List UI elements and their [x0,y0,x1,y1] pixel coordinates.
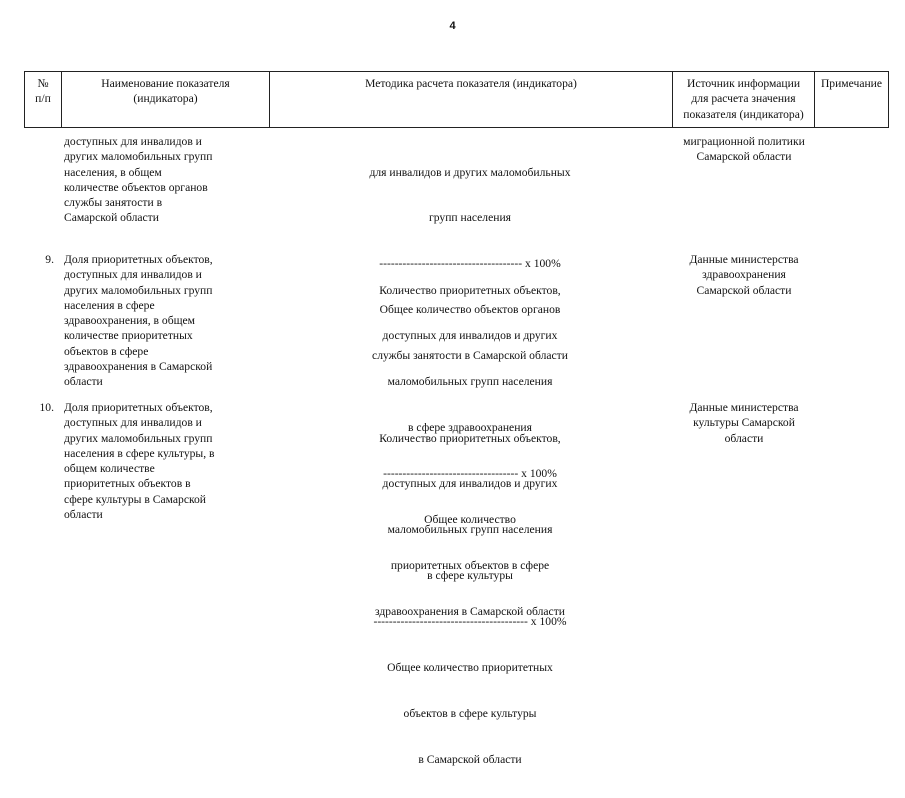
method-line: групп населения [429,211,511,225]
information-source [649,400,839,446]
indicator-name [64,252,264,390]
name-line: доступных для инвалидов и [64,135,202,148]
method-line: ---------------------------------------- х 100% [373,615,567,629]
method-line: Количество приоритетных объектов, [379,283,561,297]
source-line: здравоохранения [702,268,786,282]
header-name [61,72,269,127]
name-line: Доля приоритетных объектов, [64,253,213,266]
source-line: Данные министерства [689,253,799,266]
row-number: 9. [45,253,54,266]
method-line: в Самарской области [418,752,522,766]
name-line: здравоохранения, в общем [64,314,196,328]
header-name-line: (индикатора) [133,92,198,106]
method-line: Общее количество [424,513,516,527]
method-line: Общее количество объектов органов [379,303,561,317]
row-number: 10. [39,401,54,414]
method-line: объектов в сфере культуры [403,706,537,720]
method-line: ----------------------------------- х 100% [383,467,557,481]
method-line: для инвалидов и других маломобильных [369,165,571,179]
header-source-line: показателя (индикатора) [683,107,804,121]
name-line: Доля приоритетных объектов, [64,401,213,414]
source-line: миграционной политики [683,135,805,148]
method-line: в сфере здравоохранения [408,421,532,435]
name-line: сфере культуры в Самарской [64,492,207,506]
method-line: в сфере культуры [427,569,513,583]
name-line: доступных для инвалидов и [64,416,202,430]
header-source-line: для расчета значения [691,92,796,106]
source-line: Данные министерства [689,401,799,414]
information-source [649,134,839,165]
header-num [25,72,61,127]
name-line: населения в сфере [64,298,155,312]
calculation-method [314,400,626,798]
name-line: службы занятости в [64,196,163,210]
source-line: Самарской области [696,283,792,297]
name-line: других маломобильных групп [64,431,213,445]
method-line: Общее количество приоритетных [387,661,553,675]
source-line: культуры Самарской [693,416,795,430]
name-line: объектов в сфере [64,344,149,358]
method-line: службы занятости в Самарской области [372,349,568,363]
name-line: других маломобильных групп [64,283,213,297]
header-note [814,72,888,127]
table-header [24,71,889,128]
header-source [672,72,814,127]
method-line: ------------------------------------- х 100% [379,257,561,271]
name-line: населения, в общем [64,165,162,179]
header-source-line: Источник информации [686,77,801,90]
method-line: доступных для инвалидов и других [382,329,558,343]
method-line: здравоохранения в Самарской области [375,604,565,618]
indicator-name [64,134,264,226]
source-line: Самарской области [696,150,792,164]
name-line: количестве приоритетных [64,329,193,343]
method-line: приоритетных объектов в сфере [390,558,550,572]
method-line: маломобильных групп населения [387,523,553,537]
name-line: области [64,508,103,522]
name-line: населения в сфере культуры, в [64,446,215,460]
name-line: Самарской области [64,211,159,225]
information-source [649,252,839,298]
header-num-line: п/п [35,92,51,106]
name-line: количестве объектов органов [64,180,208,194]
name-line: области [64,375,103,389]
name-line: доступных для инвалидов и [64,268,202,282]
source-line: области [724,431,764,445]
header-method-line: Методика расчета показателя (индикатора) [365,77,577,90]
name-line: других маломобильных групп [64,150,213,164]
name-line: общем количестве [64,462,155,476]
header-note-line: Примечание [820,77,883,90]
header-num-line: № [37,77,49,90]
name-line: здравоохранения в Самарской [64,360,213,374]
indicator-name [64,400,264,522]
header-name-line: Наименование показателя [101,77,230,90]
method-line: доступных для инвалидов и других [382,477,558,491]
method-line: Количество приоритетных объектов, [379,431,561,445]
method-line: маломобильных групп населения [387,375,553,389]
page-number: 4 [449,20,456,32]
header-method [269,72,672,127]
name-line: приоритетных объектов в [64,477,191,491]
